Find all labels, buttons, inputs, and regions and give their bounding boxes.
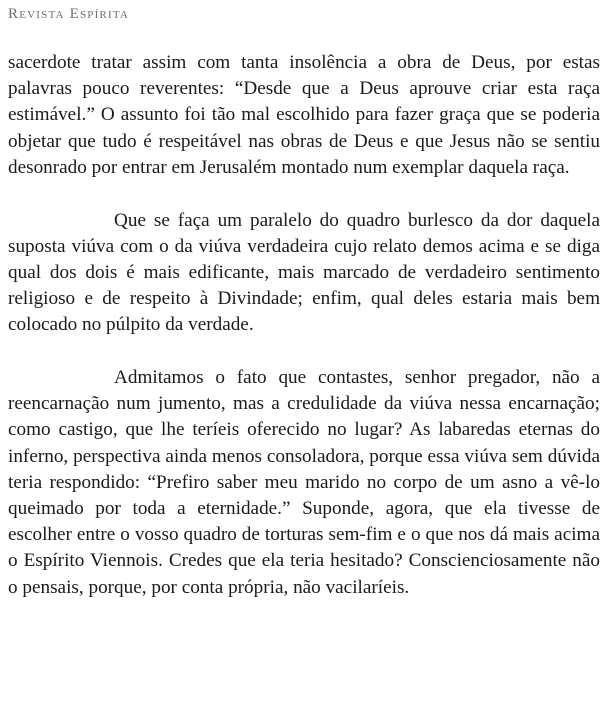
paragraph-comparison: Que se faça um paralelo do quadro burlesco da dor daquela suposta viúva com o da viúva verdadeira cujo relato demos acima e se diga qual dos dois é mais edificante, mais marcado de verdadeiro sentimento religioso e de respeito à Divindade; enfim, qual deles estaria mais bem colocado no púlpito da verdade. <box>8 209 600 336</box>
page-body <box>8 50 600 601</box>
paragraph-address-to-preacher: Admitamos o fato que contastes, senhor pregador, não a reencarnação num jumento, mas a credulidade da viúva nessa encarnação; como castigo, que lhe teríeis oferecido no lugar? As labaredas eternas do inferno, perspectiva ainda menos consoladora, porque essa viúva sem dúvida teria respondido: “Prefiro saber meu marido no corpo de um asno a vê-lo queimado por toda a eternidade.” Suponde, agora, que ela tivesse de escolher entre o vosso quadro de torturas sem-fim e o que nos dá mais acima o Espírito Viennois. Credes que ela teria hesitado? Conscienciosamente não o pensais, porque, por conta própria, não vacilaríeis. <box>8 367 600 598</box>
paragraph-continuation: sacerdote tratar assim com tanta insolência a obra de Deus, por estas palavras pouco reverentes: “Desde que a Deus aprouve criar esta raça estimável.” O assunto foi tão mal escolhido para fazer graça que se poderia objetar que tudo é respeitável nas obras de Deus e que Jesus não se sentiu desonrado por entrar em Jerusalém montado num exemplar daquela raça. <box>8 52 600 178</box>
running-head-title: Revista Espírita <box>8 6 130 22</box>
